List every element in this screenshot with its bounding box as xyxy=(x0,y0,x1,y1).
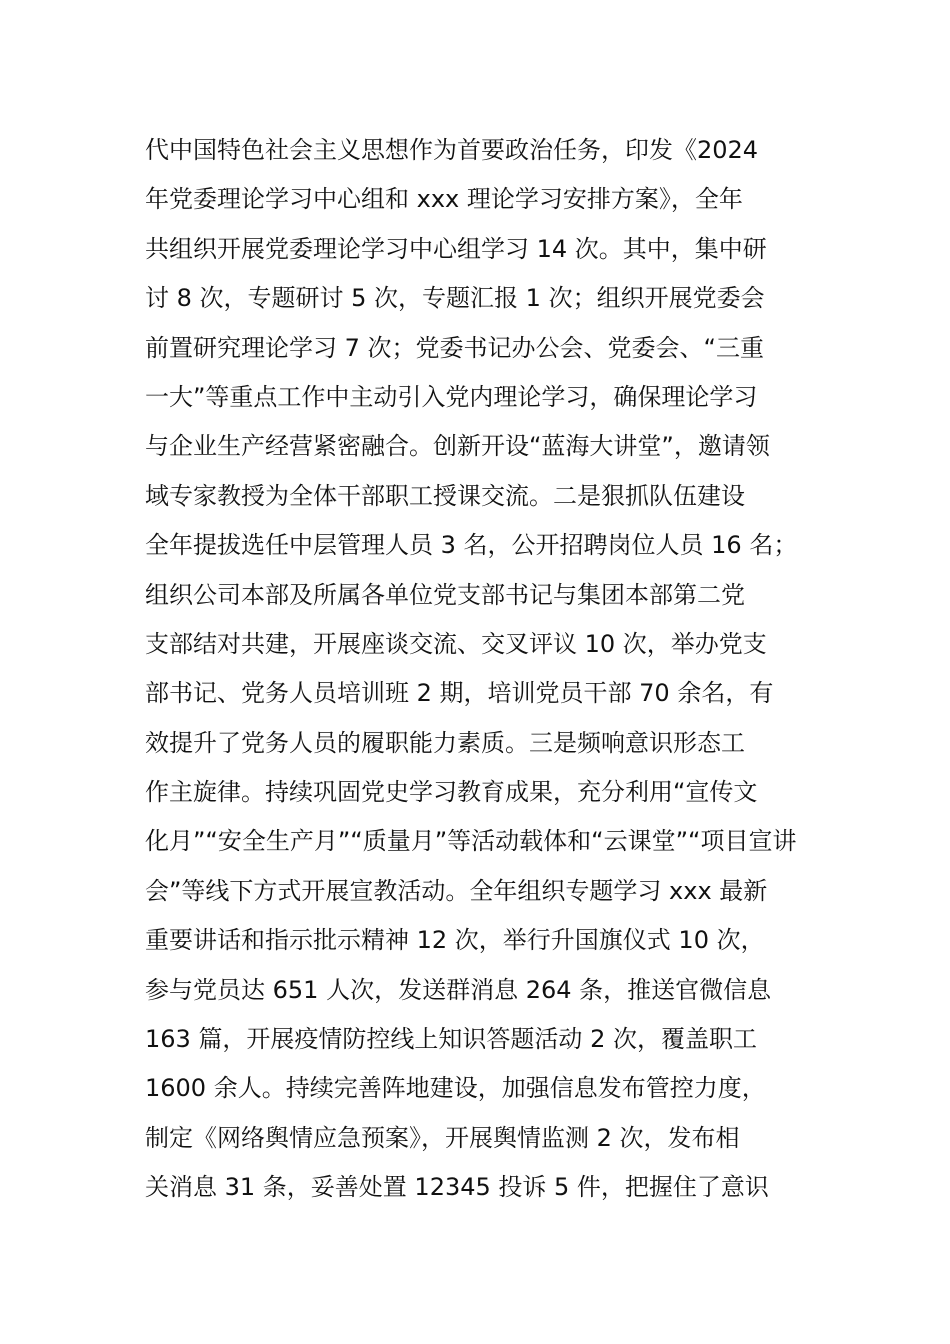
text-line: 讨 8 次，专题研讨 5 次，专题汇报 1 次；组织开展党委会 xyxy=(145,284,765,313)
text-line: 163 篇，开展疫情防控线上知识答题活动 2 次，覆盖职工 xyxy=(145,1025,757,1054)
text-line: 重要讲话和指示批示精神 12 次，举行升国旗仪式 10 次， xyxy=(145,926,765,955)
text-line: 全年提拔选任中层管理人员 3 名，公开招聘岗位人员 16 名； xyxy=(145,531,798,560)
text-line: 部书记、党务人员培训班 2 期，培训党员干部 70 余名，有 xyxy=(145,679,774,708)
text-line: 参与党员达 651 人次，发送群消息 264 条，推送官微信息 xyxy=(145,975,772,1004)
body-paragraph xyxy=(145,126,845,1213)
text-line: 作主旋律。持续巩固党史学习教育成果，充分利用“宣传文 xyxy=(145,778,758,807)
text-line: 代中国特色社会主义思想作为首要政治任务，印发《2024 xyxy=(145,136,759,164)
text-line: 1600 余人。持续完善阵地建设，加强信息发布管控力度， xyxy=(145,1074,766,1103)
text-line: 关消息 31 条，妥善处置 12345 投诉 5 件，把握住了意识 xyxy=(145,1173,769,1202)
text-line: 一大”等重点工作中主动引入党内理论学习，确保理论学习 xyxy=(145,382,758,411)
text-line: 域专家教授为全体干部职工授课交流。二是狠抓队伍建设 xyxy=(145,481,745,510)
text-line: 共组织开展党委理论学习中心组学习 14 次。其中，集中研 xyxy=(145,234,767,263)
text-line: 效提升了党务人员的履职能力素质。三是频响意识形态工 xyxy=(145,728,745,757)
text-line: 前置研究理论学习 7 次；党委书记办公会、党委会、“三重 xyxy=(145,333,764,362)
text-line: 组织公司本部及所属各单位党支部书记与集团本部第二党 xyxy=(145,580,745,609)
text-line: 会”等线下方式开展宣教活动。全年组织专题学习 xxx 最新 xyxy=(145,876,768,905)
text-line: 与企业生产经营紧密融合。创新开设“蓝海大讲堂”，邀请领 xyxy=(145,432,770,461)
text-line: 年党委理论学习中心组和 xxx 理论学习安排方案》，全年 xyxy=(145,185,743,214)
text-line: 化月”“安全生产月”“质量月”等活动载体和“云课堂”“项目宣讲 xyxy=(145,827,797,856)
text-line: 支部结对共建，开展座谈交流、交叉评议 10 次，举办党支 xyxy=(145,629,767,658)
text-line: 制定《网络舆情应急预案》，开展舆情监测 2 次，发布相 xyxy=(145,1123,740,1152)
